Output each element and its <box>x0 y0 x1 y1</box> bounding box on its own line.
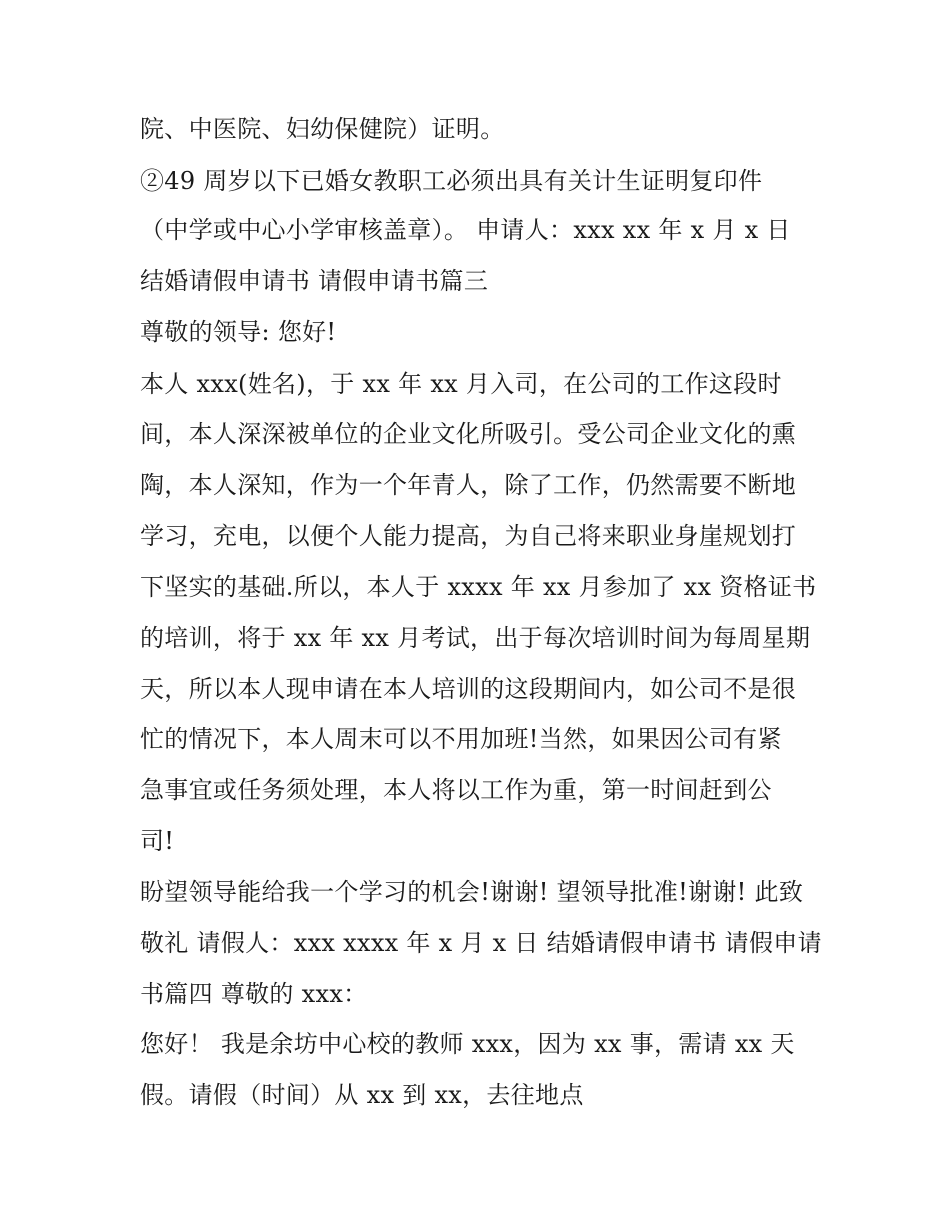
text-line: 间，本人深深被单位的企业文化所吸引。受公司企业文化的熏 <box>140 420 797 448</box>
text-line: 盼望领导能给我一个学习的机会!谢谢! 望领导批准!谢谢! 此致 <box>140 878 804 906</box>
text-line: 学习，充电，以便个人能力提高，为自己将来职业身崖规划打 <box>140 522 797 550</box>
text-line: 忙的情况下，本人周末可以不用加班!当然，如果因公司有紧 <box>140 725 782 753</box>
text-line: 假。请假（时间）从 xx 到 xx，去往地点 <box>140 1081 584 1109</box>
text-line: 司! <box>140 827 175 855</box>
text-line: 急事宜或任务须处理，本人将以工作为重，第一时间赶到公 <box>140 776 772 804</box>
text-line: 天，所以本人现申请在本人培训的这段期间内，如公司不是很 <box>140 675 797 703</box>
text-line: 您好！ 我是余坊中心校的教师 xxx，因为 xx 事，需请 xx 天 <box>140 1030 795 1058</box>
text-line: ②49 周岁以下已婚女教职工必须出具有关计生证明复印件 <box>140 167 763 195</box>
text-line: 的培训，将于 xx 年 xx 月考试，出于每次培训时间为每周星期 <box>140 624 811 652</box>
text-line: （中学或中心小学审核盖章）。 申请人：xxx xx 年 x 月 x 日 <box>140 216 791 244</box>
text-line: 敬礼 请假人：xxx xxxx 年 x 月 x 日 结婚请假申请书 请假申请 <box>140 929 822 957</box>
text-line: 书篇四 尊敬的 xxx： <box>140 980 368 1008</box>
text-line: 本人 xxx(姓名)，于 xx 年 xx 月入司，在公司的工作这段时 <box>140 370 782 398</box>
text-line: 下坚实的基础.所以，本人于 xxxx 年 xx 月参加了 xx 资格证书 <box>140 573 817 601</box>
text-line: 尊敬的领导: 您好! <box>140 318 337 346</box>
text-line: 结婚请假申请书 请假申请书篇三 <box>140 267 489 295</box>
text-line: 陶，本人深知，作为一个年青人，除了工作，仍然需要不断地 <box>140 471 797 499</box>
text-line: 院、中医院、妇幼保健院）证明。 <box>140 115 505 143</box>
